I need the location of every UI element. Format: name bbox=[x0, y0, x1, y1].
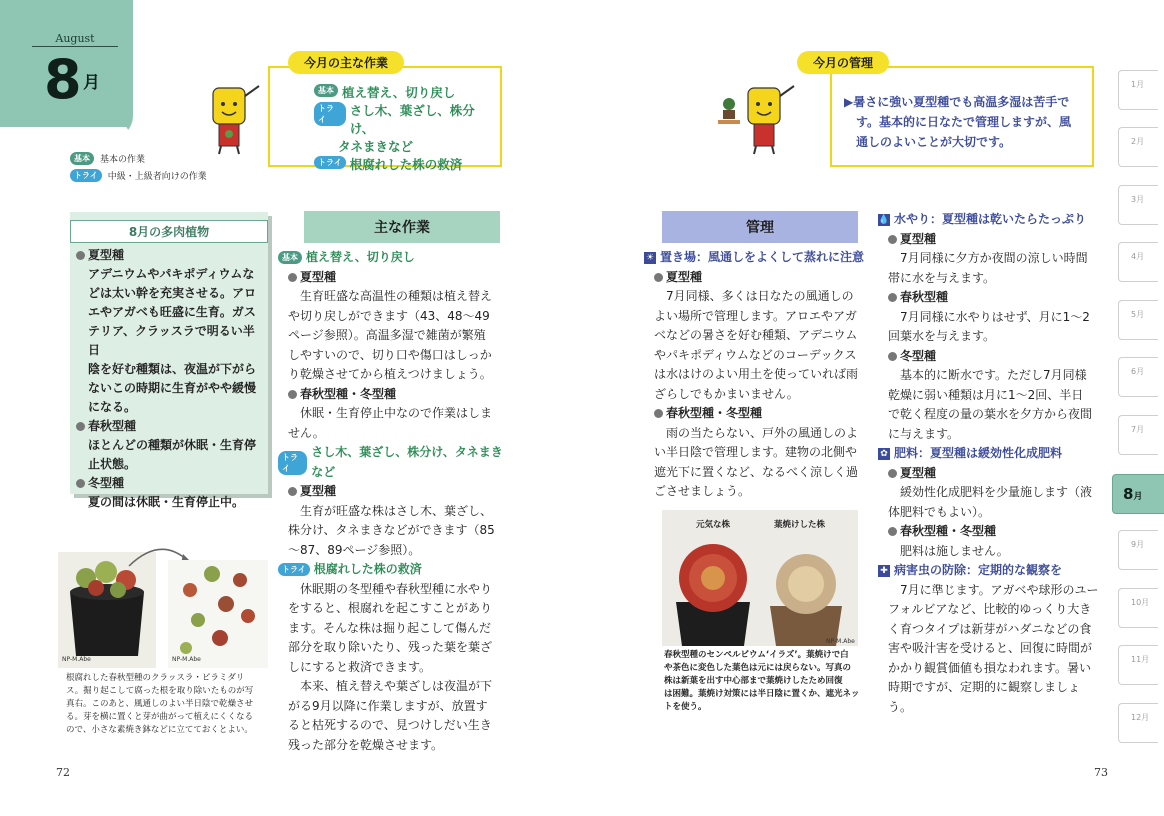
succulent-section-text bbox=[76, 493, 264, 512]
text-line: い半日陰で管理します。建物の北側や bbox=[654, 445, 858, 459]
succulent-box-title: 8月の多肉植物 bbox=[70, 220, 268, 243]
text-line: 害や吸汁害を受けると、回復に時間が bbox=[888, 641, 1093, 655]
text-line: やパキポディウムなどのコーデックス bbox=[654, 347, 857, 362]
management-heading bbox=[878, 444, 1100, 464]
sub-heading-text: 春秋型種 bbox=[900, 290, 949, 304]
management-heading bbox=[878, 561, 1100, 581]
caption-line: ス。掘り起こして腐った根を取り除いたものが写 bbox=[66, 686, 254, 696]
try-badge: トライ bbox=[314, 102, 346, 126]
pest-control-icon: ✚ bbox=[878, 565, 890, 577]
heading-text: 水やり：夏型種は乾いたらたっぷり bbox=[894, 212, 1087, 226]
potted-plant-icon bbox=[714, 96, 744, 126]
sub-heading-text: 春秋型種・冬型種 bbox=[900, 524, 997, 538]
task-item bbox=[314, 156, 499, 174]
sub-heading-text: 夏型種 bbox=[300, 269, 337, 284]
page-number-right: 73 bbox=[1094, 766, 1108, 779]
text-line: 〜87、89ページ参照）。 bbox=[288, 542, 421, 557]
bullet-icon bbox=[888, 527, 897, 536]
text-line: 体肥料でもよい）。 bbox=[888, 504, 991, 519]
caption-line: る。芽を横に置くと芽が曲がって植えにくくなる bbox=[66, 712, 254, 722]
caption-line: 根腐れした春秋型種のクラッスラ・ピラミダリ bbox=[66, 673, 245, 683]
sub-heading-text: 夏型種 bbox=[666, 269, 703, 284]
text-line: エやアガベも旺盛に生育。ガス bbox=[88, 305, 256, 319]
bullet-icon bbox=[288, 390, 297, 399]
text-line: ページ参照）。高温多湿で雑菌が繁殖 bbox=[288, 328, 486, 342]
text-line: 残った部分を乾燥させます。 bbox=[288, 737, 444, 752]
management-line: ▶暑さに強い夏型種でも高温多湿は苦手で bbox=[844, 95, 1070, 109]
monthly-management-title: 今月の管理 bbox=[797, 51, 889, 74]
text-line: 止状態。 bbox=[88, 457, 137, 471]
heading-text: 肥料：夏型種は緩効性化成肥料 bbox=[894, 446, 1063, 460]
text-line: 回葉水を与えます。 bbox=[888, 329, 996, 343]
basic-badge: 基本 bbox=[70, 152, 94, 165]
succulent-section-head bbox=[76, 417, 264, 436]
photo-label-burned: 葉焼けした株 bbox=[774, 520, 826, 530]
tab-may[interactable]: 5月 bbox=[1118, 300, 1158, 340]
tab-july[interactable]: 7月 bbox=[1118, 415, 1158, 455]
monthly-management-text bbox=[844, 92, 1088, 152]
text-line: 乾燥に弱い種類は月に1〜2回、半日 bbox=[888, 387, 1084, 402]
text-line: 生育が旺盛な株はさし木、葉ざし、 bbox=[300, 503, 493, 518]
bullet-icon bbox=[288, 273, 297, 282]
text-line: かかり観賞価値も損なわれます。暑い bbox=[888, 660, 1092, 675]
basic-badge: 基本 bbox=[314, 84, 338, 97]
active-tab-number: 8 bbox=[1123, 485, 1134, 503]
paragraph bbox=[278, 502, 504, 561]
paragraph bbox=[878, 308, 1100, 347]
monthly-tasks-title: 今月の主な作業 bbox=[288, 51, 404, 74]
photo-label-healthy: 元気な株 bbox=[696, 520, 731, 530]
text-line: ないこの時期に生育がやや緩慢 bbox=[88, 381, 257, 395]
management-line: 通しのよいことが大切です。 bbox=[856, 135, 1012, 149]
active-tab-unit: 月 bbox=[1133, 492, 1143, 502]
bullet-icon bbox=[888, 469, 897, 478]
text-line: 遮光下に置くなど、なるべく涼しく過 bbox=[654, 464, 859, 479]
text-line: り乾燥させてから植えつけましょう。 bbox=[288, 367, 492, 381]
text-line: 7月同様に水やりはせず、月に1〜2 bbox=[900, 309, 1090, 324]
text-line: テリア、クラッスラで明るい半日 bbox=[88, 324, 255, 357]
legend-text: 基本の作業 bbox=[100, 155, 146, 165]
management-line-text: 暑さに強い夏型種でも高温多湿は苦手で bbox=[853, 95, 1070, 109]
text-line: 7月同様に夕方か夜間の涼しい時間 bbox=[900, 251, 1088, 265]
management-column-right bbox=[878, 210, 1100, 717]
text-line: せん。 bbox=[288, 425, 325, 440]
text-line: 帯に水を与えます。 bbox=[888, 270, 996, 285]
tab-june[interactable]: 6月 bbox=[1118, 357, 1158, 397]
text-line: は水はけのよい用土を使っていれば雨 bbox=[654, 367, 859, 381]
task-item bbox=[314, 102, 499, 138]
paragraph bbox=[278, 404, 504, 443]
task-text: タネまきなど bbox=[338, 139, 414, 154]
succulent-illustration bbox=[662, 530, 858, 646]
text-line: フォルビアなど、比較的ゆっくり大き bbox=[888, 602, 1092, 616]
text-line: になる。 bbox=[88, 400, 137, 414]
caption-line: トを使う。 bbox=[664, 702, 707, 712]
text-line: 肥料は施しません。 bbox=[900, 543, 1009, 558]
heading-text: 置き場：風通しをよくして蒸れに注意 bbox=[660, 250, 865, 264]
paragraph bbox=[878, 542, 1100, 562]
bullet-icon bbox=[888, 352, 897, 361]
task-heading bbox=[278, 560, 504, 580]
text-line: 7月に準じます。アガベや球形のユー bbox=[900, 582, 1099, 597]
text-line: 株分け、タネまきなどができます（85 bbox=[288, 523, 495, 537]
management-heading bbox=[644, 248, 866, 268]
text-line: 夏の間は休眠・生育停止中。 bbox=[88, 495, 245, 509]
sub-heading-text: 夏型種 bbox=[900, 231, 937, 246]
try-badge: トライ bbox=[278, 451, 307, 475]
paragraph bbox=[878, 483, 1100, 522]
photo-cleaned-plant bbox=[168, 560, 268, 668]
sub-heading bbox=[878, 230, 1100, 250]
section-head-text: 冬型種 bbox=[88, 476, 125, 490]
caption-line: 株は新葉を出す中心部まで葉焼けしたため回復 bbox=[664, 676, 843, 686]
tab-november[interactable]: 11月 bbox=[1118, 645, 1158, 685]
tab-august[interactable] bbox=[1112, 474, 1164, 514]
water-drop-icon: 💧 bbox=[878, 214, 890, 225]
photo-credit: NP-M.Abe bbox=[826, 638, 855, 645]
text-line: 本来、植え替えや葉ざしは夜温が下 bbox=[300, 679, 493, 693]
text-line: よい場所で管理します。アロエやアガ bbox=[654, 308, 857, 323]
bullet-icon bbox=[76, 251, 85, 260]
text-line: しやすいので、切り口や傷口はしっか bbox=[288, 347, 492, 362]
text-line: 部分を取り除いたり、残った葉を葉ざ bbox=[288, 640, 493, 654]
month-english: August bbox=[55, 32, 95, 45]
text-line: ごさせましょう。 bbox=[654, 484, 751, 498]
succulent-section-text bbox=[76, 436, 264, 474]
sub-heading-text: 春秋型種・冬型種 bbox=[300, 386, 397, 401]
sub-heading-text: 春秋型種・冬型種 bbox=[666, 406, 763, 420]
bullet-icon bbox=[888, 293, 897, 302]
tab-march[interactable]: 3月 bbox=[1118, 185, 1158, 225]
sub-heading bbox=[278, 385, 504, 405]
paragraph bbox=[878, 366, 1100, 444]
paragraph bbox=[278, 580, 504, 756]
text-line: アデニウムやパキポディウムな bbox=[88, 267, 255, 281]
bullet-icon bbox=[76, 479, 85, 488]
bullet-icon bbox=[76, 422, 85, 431]
monthly-tasks-list bbox=[314, 84, 499, 174]
text-line: しにすると救済できます。 bbox=[288, 659, 432, 674]
tab-december[interactable]: 12月 bbox=[1118, 703, 1158, 743]
text-line: をすると、根腐れを起こすことがあり bbox=[288, 601, 493, 615]
photo-credit: NP-M.Abe bbox=[62, 656, 91, 663]
task-text: さし木、葉ざし、株分け、 bbox=[349, 103, 475, 136]
task-heading-text: 根腐れした株の救済 bbox=[313, 562, 422, 576]
text-line: どは太い幹を充実させる。アロ bbox=[88, 286, 257, 300]
task-heading bbox=[278, 248, 504, 268]
sub-heading-text: 夏型種 bbox=[900, 465, 937, 480]
task-item bbox=[314, 84, 499, 102]
text-line: ベなどの暑さを好む種類、アデニウム bbox=[654, 328, 858, 342]
text-line: 休眠期の冬型種や春秋型種に水やり bbox=[300, 581, 493, 596]
text-line: 雨の当たらない、戸外の風通しのよ bbox=[666, 425, 859, 440]
succulent-section-head bbox=[76, 246, 264, 265]
task-heading-text: さし木、葉ざし、株分け、タネまきなど bbox=[311, 445, 503, 479]
page-number-left: 72 bbox=[56, 766, 70, 779]
succulent-box-body bbox=[76, 246, 264, 512]
tab-january[interactable]: 1月 bbox=[1118, 70, 1158, 110]
tab-october[interactable]: 10月 bbox=[1118, 588, 1158, 628]
paragraph bbox=[878, 249, 1100, 288]
text-line: く育つタイプは新芽がハダニなどの食 bbox=[888, 621, 1092, 636]
month-number: 8 bbox=[44, 48, 80, 111]
management-heading bbox=[878, 210, 1100, 230]
text-line: ると枯死するので、見つけしだい生き bbox=[288, 718, 492, 732]
sub-heading-text: 夏型種 bbox=[300, 484, 337, 498]
photo-sempervivum bbox=[662, 510, 858, 646]
text-line: ます。そんな株は掘り起こして傷んだ bbox=[288, 620, 492, 635]
task-text: 植え替え、切り戻し bbox=[342, 85, 456, 100]
succulent-section-text bbox=[76, 265, 264, 417]
task-item bbox=[314, 138, 499, 156]
cuttings-illustration bbox=[168, 560, 268, 668]
sub-heading bbox=[278, 482, 504, 502]
task-heading bbox=[278, 443, 504, 482]
watering-can-mascot-icon bbox=[205, 80, 260, 155]
task-heading-text: 植え替え、切り戻し bbox=[306, 250, 415, 264]
try-badge: トライ bbox=[70, 169, 102, 182]
sub-heading-text: 冬型種 bbox=[900, 348, 937, 363]
photo-credit: NP-M.Abe bbox=[172, 656, 201, 663]
text-line: 時期ですが、定期的に観察しましょう。 bbox=[888, 680, 1081, 714]
legend-try bbox=[70, 169, 207, 182]
bullet-icon bbox=[888, 235, 897, 244]
try-badge: トライ bbox=[278, 563, 310, 576]
task-text: 根腐れした株の救済 bbox=[349, 157, 463, 172]
text-line: 陰を好む種類は、夜温が下がら bbox=[88, 362, 257, 376]
succulent-section-head bbox=[76, 474, 264, 493]
heading-text: 病害虫の防除：定期的な観察を bbox=[894, 563, 1063, 577]
tab-april[interactable]: 4月 bbox=[1118, 242, 1158, 282]
paragraph bbox=[278, 287, 504, 385]
month-rule bbox=[32, 46, 118, 47]
month-unit: 月 bbox=[83, 73, 100, 93]
section-head-text: 春秋型種 bbox=[88, 419, 137, 433]
main-tasks-header: 主な作業 bbox=[304, 211, 500, 243]
fertilizer-icon: ✿ bbox=[878, 448, 890, 460]
text-line: 7月同様、多くは日なたの風通しの bbox=[666, 289, 854, 303]
tab-february[interactable]: 2月 bbox=[1118, 127, 1158, 167]
caption-line: や茶色に変色した葉色は元には戻らない。写真の bbox=[664, 663, 852, 673]
text-line: に与えます。 bbox=[888, 426, 960, 441]
main-tasks-column bbox=[278, 248, 504, 755]
legend-basic bbox=[70, 152, 145, 165]
sub-heading bbox=[644, 404, 866, 424]
sub-heading bbox=[878, 464, 1100, 484]
management-header: 管理 bbox=[662, 211, 858, 243]
text-line: 休眠・生育停止中なので作業はしま bbox=[300, 406, 493, 420]
try-badge: トライ bbox=[314, 156, 346, 169]
sub-heading bbox=[644, 268, 866, 288]
paragraph bbox=[644, 424, 866, 502]
left-photo-caption bbox=[66, 672, 272, 737]
sub-heading bbox=[878, 522, 1100, 542]
basic-badge: 基本 bbox=[278, 251, 302, 264]
caption-line: 春秋型種のセンペルビウム‘イラズ’。葉焼けで白 bbox=[664, 650, 849, 660]
sub-heading bbox=[878, 288, 1100, 308]
sun-icon: ☀ bbox=[645, 252, 655, 263]
text-line: や切り戻しができます（43、48〜49 bbox=[288, 308, 490, 323]
sub-heading bbox=[278, 268, 504, 288]
text-line: がる9月以降に作業しますが、放置す bbox=[288, 698, 488, 713]
legend-text: 中級・上級者向けの作業 bbox=[107, 172, 207, 182]
text-line: 生育旺盛な高温性の種類は植え替え bbox=[300, 289, 493, 303]
text-line: 基本的に断水です。ただし7月同様 bbox=[900, 368, 1087, 382]
sub-heading bbox=[878, 347, 1100, 367]
bullet-icon bbox=[654, 409, 663, 418]
bullet-icon bbox=[654, 273, 663, 282]
caption-line: ので、小さな素焼き鉢などに立てておくとよい。 bbox=[66, 725, 253, 735]
text-line: 緩効性化成肥料を少量施します（液 bbox=[900, 485, 1093, 499]
text-line: で乾く程度の量の葉水を夕方から夜間 bbox=[888, 407, 1093, 421]
bullet-icon bbox=[288, 487, 297, 496]
caption-line: 真右。このあと、風通しのよい半日陰で乾燥させ bbox=[66, 699, 254, 709]
management-column-left bbox=[644, 248, 866, 502]
paragraph bbox=[878, 581, 1100, 718]
text-line: ほとんどの種類が休眠・生育停 bbox=[88, 438, 257, 452]
paragraph bbox=[644, 287, 866, 404]
watering-can-mascot-icon bbox=[740, 80, 795, 155]
section-head-text: 夏型種 bbox=[88, 248, 125, 262]
caption-line: は困難。葉焼け対策には半日陰に置くか、遮光ネッ bbox=[664, 689, 860, 699]
text-line: ざらしでもかまいません。 bbox=[654, 386, 799, 401]
tab-september[interactable]: 9月 bbox=[1118, 530, 1158, 570]
management-line: す。基本的に日なたで管理しますが、風 bbox=[856, 115, 1072, 129]
center-photo-caption bbox=[664, 649, 864, 714]
